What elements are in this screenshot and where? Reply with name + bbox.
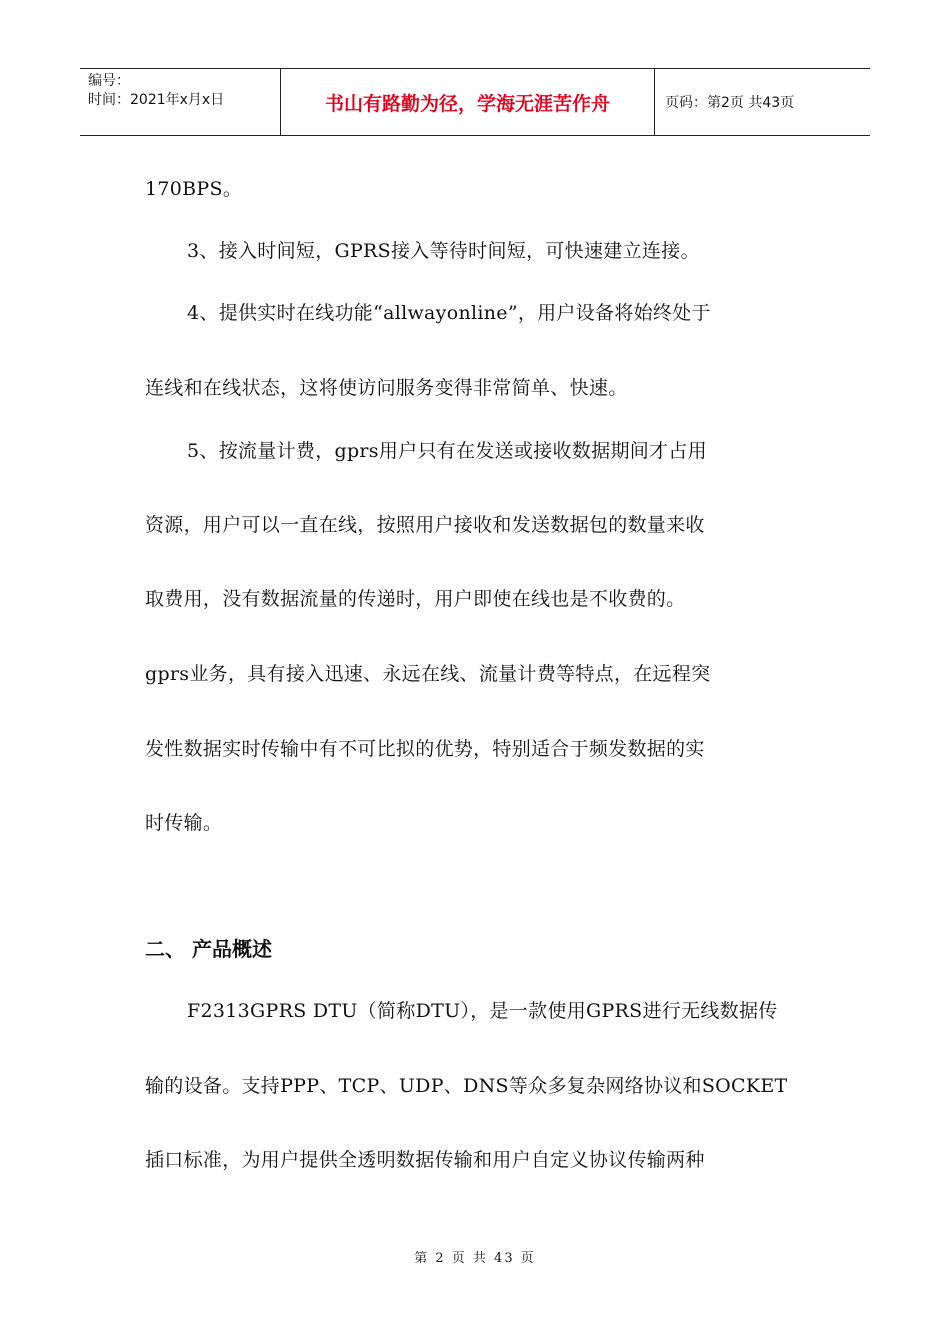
body-line: 连线和在线状态，这将使访问服务变得非常简单、快速。: [145, 377, 628, 399]
section-heading: 二、 产品概述: [145, 937, 272, 961]
body-line: 4、提供实时在线功能“allwayonline”，用户设备将始终处于: [187, 302, 711, 324]
section-line: 插口标准，为用户提供全透明数据传输和用户自定义协议传输两种: [145, 1149, 705, 1171]
body-line: 3、接入时间短，GPRS接入等待时间短，可快速建立连接。: [187, 240, 700, 262]
body-line: 资源，用户可以一直在线，按照用户接收和发送数据包的数量来收: [145, 514, 705, 536]
page-footer: 第 2 页 共 43 页: [414, 1251, 536, 1266]
section-line: 输的设备。支持PPP、TCP、UDP、DNS等众多复杂网络协议和SOCKET: [145, 1075, 788, 1097]
number-label: 编号：: [88, 73, 130, 89]
section-line: F2313GPRS DTU（简称DTU），是一款使用GPRS进行无线数据传: [187, 1000, 778, 1022]
header-page-info: 页码：第2页 共43页: [665, 95, 795, 111]
date-label: 时间：2021年x月x日: [88, 92, 225, 108]
body-line: 取费用，没有数据流量的传递时，用户即使在线也是不收费的。: [145, 588, 686, 610]
body-line: 5、按流量计费，gprs用户只有在发送或接收数据期间才占用: [187, 440, 707, 462]
header-meta: [80, 69, 281, 135]
body-line: 170BPS。: [145, 178, 243, 200]
body-line: 发性数据实时传输中有不可比拟的优势，特别适合于频发数据的实: [145, 738, 705, 760]
page-header: [80, 68, 870, 136]
body-line: 时传输。: [145, 812, 223, 834]
body-line: gprs业务，具有接入迅速、永远在线、流量计费等特点，在远程突: [145, 663, 711, 685]
header-motto: 书山有路勤为径，学海无涯苦作舟: [281, 69, 655, 135]
